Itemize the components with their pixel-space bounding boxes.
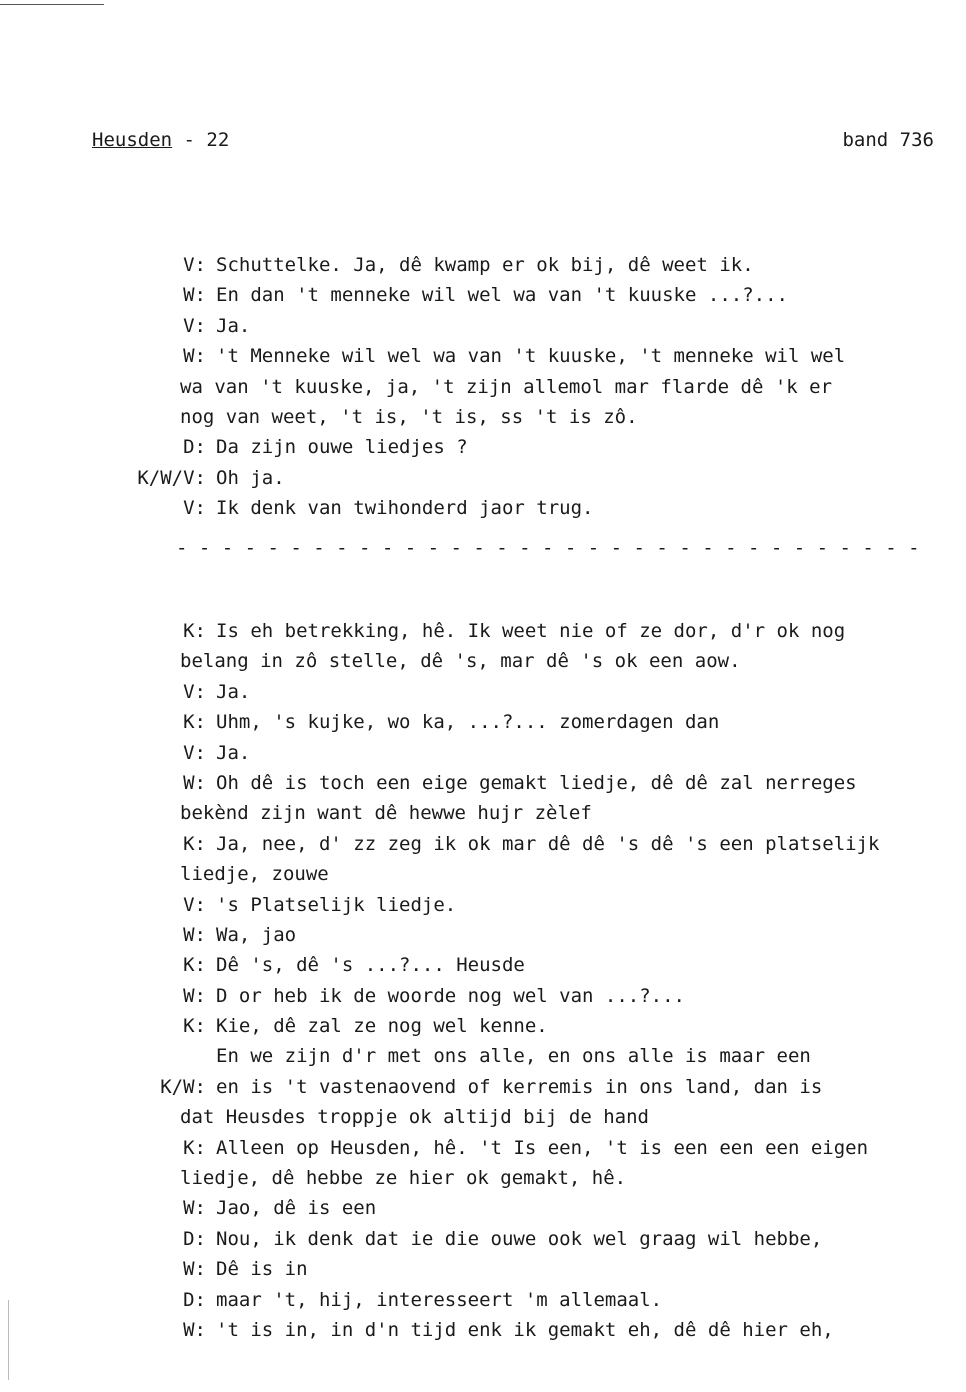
transcript-line xyxy=(0,341,966,371)
page-header-left xyxy=(92,128,229,152)
transcript-line xyxy=(0,981,966,1011)
utterance-text: en is 't vastenaovend of kerremis in ons land, dan is xyxy=(216,1075,823,1098)
transcript-line xyxy=(0,646,966,676)
transcript-line xyxy=(0,859,966,889)
transcript-line xyxy=(0,372,966,402)
transcript-line xyxy=(0,616,966,646)
transcript-line xyxy=(0,920,966,950)
transcript-line xyxy=(0,463,966,493)
header-page-number: 22 xyxy=(206,129,230,151)
speaker-label: K/W: xyxy=(160,1075,206,1098)
header-separator: - xyxy=(172,129,207,151)
speaker-label: K: xyxy=(183,954,206,977)
transcript-line xyxy=(0,280,966,310)
header-band: band 736 xyxy=(842,129,934,151)
utterance-text: Is eh betrekking, hê. Ik weet nie of ze dor, d'r ok nog xyxy=(216,620,846,642)
speaker-label: K: xyxy=(183,1015,206,1038)
transcript-section-2 xyxy=(0,616,966,1345)
transcript-line xyxy=(0,798,966,828)
utterance-text: 't is in, in d'n tijd enk ik gemakt eh, dê dê hier eh, xyxy=(216,1318,834,1341)
transcript-line xyxy=(0,311,966,341)
speaker-label: W: xyxy=(183,1318,206,1341)
utterance-text: Nou, ik denk dat ie die ouwe ook wel graag wil hebbe, xyxy=(216,1227,823,1250)
transcript-line xyxy=(0,1285,966,1315)
margin-mark xyxy=(8,1300,9,1380)
utterance-text: 't Menneke wil wel wa van 't kuuske, 't menneke wil wel xyxy=(216,345,846,368)
utterance-text: En dan 't menneke wil wel wa van 't kuuske ...?... xyxy=(216,284,788,307)
speaker-label: V: xyxy=(183,314,206,337)
utterance-text: Ja. xyxy=(216,741,251,764)
utterance-text: En we zijn d'r met ons alle, en ons alle is maar een xyxy=(216,1045,811,1068)
transcript-line xyxy=(0,738,966,768)
utterance-text: wa van 't kuuske, ja, 't zijn allemol mar flarde dê 'k er xyxy=(180,375,833,398)
speaker-label: K: xyxy=(183,1136,206,1159)
speaker-label: W: xyxy=(183,1258,206,1281)
header-place: Heusden xyxy=(92,129,173,151)
top-rule xyxy=(0,4,104,5)
utterance-text: Jao, dê is een xyxy=(216,1197,377,1220)
utterance-text: Ja. xyxy=(216,680,251,703)
utterance-text: liedje, zouwe xyxy=(180,863,329,886)
transcript-line xyxy=(0,1315,966,1345)
utterance-text: Dê 's, dê 's ...?... Heusde xyxy=(216,954,525,977)
speaker-label: V: xyxy=(183,893,206,916)
transcript-line xyxy=(0,677,966,707)
utterance-text: Ja, nee, d' zz zeg ik ok mar dê dê 's dê 's een platselijk xyxy=(216,832,880,855)
transcript-line xyxy=(0,1163,966,1193)
speaker-label: V: xyxy=(183,680,206,703)
utterance-text: 's Platselijk liedje. xyxy=(216,893,457,916)
utterance-text: dat Heusdes troppje ok altijd bij de hand xyxy=(180,1106,649,1129)
transcript-line xyxy=(0,1011,966,1041)
transcript-section-1 xyxy=(0,250,966,524)
transcript-line xyxy=(0,1102,966,1132)
utterance-text: Oh dê is toch een eige gemakt liedje, dê dê zal nerreges xyxy=(216,771,857,794)
utterance-text: Oh ja. xyxy=(216,466,285,489)
utterance-text: Uhm, 's kujke, wo ka, ...?... zomerdagen dan xyxy=(216,711,720,734)
speaker-label: V: xyxy=(183,497,206,520)
utterance-text: Ja. xyxy=(216,314,251,337)
utterance-text: D or heb ik de woorde nog wel van ...?... xyxy=(216,984,685,1007)
section-separator: - - - - - - - - - - - - - - - - - - - - - - - - - - - - - - - - - xyxy=(176,537,920,559)
transcript-line xyxy=(0,1133,966,1163)
utterance-text: nog van weet, 't is, 't is, ss 't is zô. xyxy=(180,405,638,428)
speaker-label: K: xyxy=(183,711,206,734)
transcript-line xyxy=(0,1193,966,1223)
speaker-label: K: xyxy=(183,832,206,855)
transcript-line xyxy=(0,768,966,798)
utterance-text: Ik denk van twihonderd jaor trug. xyxy=(216,497,594,520)
transcript-line xyxy=(0,250,966,280)
speaker-label: K/W/V: xyxy=(137,466,206,489)
transcript-line xyxy=(0,1072,966,1102)
transcript-line xyxy=(0,493,966,523)
utterance-text: Wa, jao xyxy=(216,923,297,946)
speaker-label: W: xyxy=(183,771,206,794)
utterance-text: Alleen op Heusden, hê. 't Is een, 't is een een een eigen xyxy=(216,1136,869,1159)
transcript-line xyxy=(0,890,966,920)
speaker-label: K: xyxy=(183,620,206,642)
utterance-text: Dê is in xyxy=(216,1258,308,1281)
speaker-label: W: xyxy=(183,284,206,307)
speaker-label: V: xyxy=(183,254,206,276)
speaker-label: W: xyxy=(183,1197,206,1220)
utterance-text: liedje, dê hebbe ze hier ok gemakt, hê. xyxy=(180,1167,627,1190)
transcript-line xyxy=(0,432,966,462)
transcript-line xyxy=(0,707,966,737)
speaker-label: W: xyxy=(183,923,206,946)
utterance-text: belang in zô stelle, dê 's, mar dê 's ok een aow. xyxy=(180,650,741,673)
utterance-text: maar 't, hij, interesseert 'm allemaal. xyxy=(216,1288,663,1311)
transcript-line xyxy=(0,1224,966,1254)
transcript-line xyxy=(0,402,966,432)
transcript-line xyxy=(0,1254,966,1284)
utterance-text: Da zijn ouwe liedjes ? xyxy=(216,436,468,459)
speaker-label: W: xyxy=(183,984,206,1007)
utterance-text: Kie, dê zal ze nog wel kenne. xyxy=(216,1015,548,1038)
transcript-line xyxy=(0,950,966,980)
speaker-label: W: xyxy=(183,345,206,368)
speaker-label: D: xyxy=(183,436,206,459)
utterance-text: Schuttelke. Ja, dê kwamp er ok bij, dê weet ik. xyxy=(216,254,754,276)
speaker-label: D: xyxy=(183,1227,206,1250)
speaker-label: D: xyxy=(183,1288,206,1311)
speaker-label: V: xyxy=(183,741,206,764)
utterance-text: bekènd zijn want dê hewwe hujr zèlef xyxy=(180,802,592,825)
transcript-line xyxy=(0,1041,966,1071)
transcript-line xyxy=(0,829,966,859)
